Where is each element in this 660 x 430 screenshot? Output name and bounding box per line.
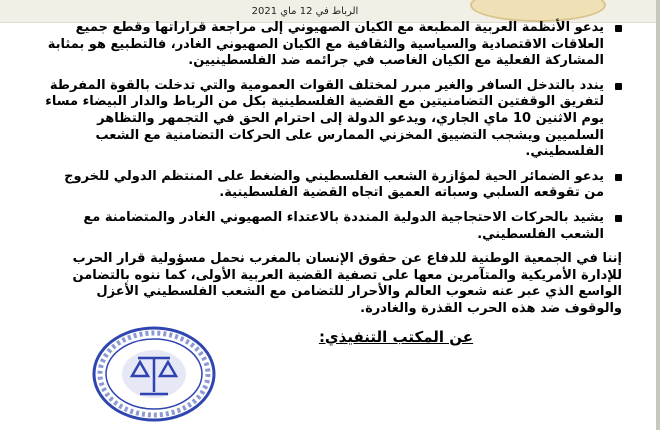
list-item: يدعو الضمائر الحية لمؤازرة الشعب الفلسطيني والضغط على المنتظم الدولي للخروج من تقوقعه السلبي وسباته العميق اتجاه القضية الفلسطينية. [40,169,622,202]
document-date: الرباط في 12 ماي 2021 [251,6,359,17]
bullet-icon [615,83,622,90]
demands-list [40,20,622,243]
bullet-icon [615,174,622,181]
page-edge [656,0,660,430]
bullet-icon [615,25,622,32]
list-item: يدعو الأنظمة العربية المطبعة مع الكيان الصهيوني إلى مراجعة قراراتها وقطع جميع العلاقات الاقتصادية والسياسية والثقافية مع الكيان الصهيوني الغادر، فالتطبيع هو بمثابة المشاركة الفعلية مع الكيان الغاصب في جرائمه ضد الفلسطينيين. [40,20,622,70]
closing-paragraph: إننا في الجمعية الوطنية للدفاع عن حقوق الإنسان بالمغرب نحمل مسؤولية قرار الحرب للإدارة الأمريكية والمتآمرين معها على تصفية القضية العربية الأولى، كما ننوه بالتضامن الواسع الذي عبر عنه شعوب العالم والأحرار للتضامن مع الشعب الفلسطيني الأعزل والوقوف ضد هذه الحرب القذرة والغادرة. [72,251,622,316]
signature-line: عن المكتب التنفيذي: [318,327,474,346]
bullet-icon [615,215,622,222]
statement-body [40,20,622,346]
list-item: يندد بالتدخل السافر والغير مبرر لمختلف القوات العمومية والتي تدخلت بالقوة المفرطة لتفريق الوقفتين التضامنيتين مع القضية الفلسطينية بكل من الرباط والدار البيضاء مساء يوم الاثنين 10 ماي الجاري، ويدعو الدولة إلى احترام الحق في التجمهر والتظاهر السلميين ويشجب التضييق المخزني الممارس على الحركات التضامنية مع الشعب الفلسطيني. [40,78,622,161]
list-item: يشيد بالحركات الاحتجاجية الدولية المنددة بالاعتداء الصهيوني الغادر والمتضامنة مع الشعب الفلسطيني. [40,210,622,243]
association-stamp [88,320,220,424]
